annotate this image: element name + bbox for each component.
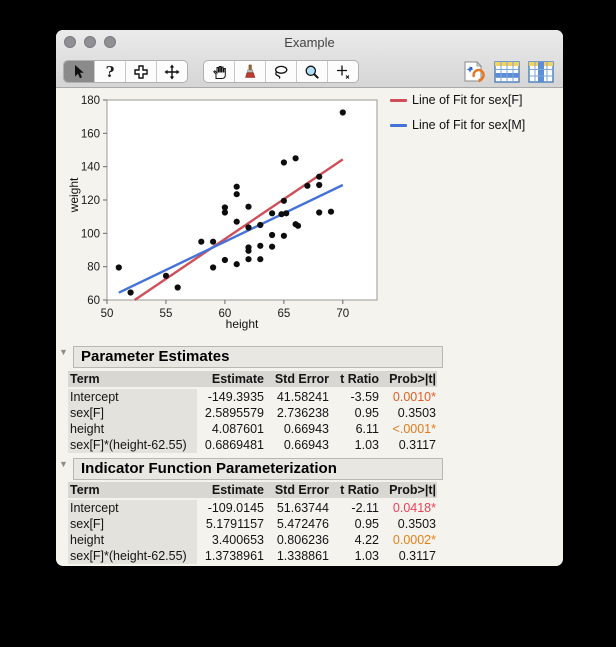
svg-text:100: 100 (80, 228, 100, 241)
svg-text:50: 50 (100, 308, 114, 320)
hand-icon (211, 64, 227, 80)
parameter-estimates-table (68, 371, 437, 453)
std-error-cell: 41.58241 (276, 390, 329, 404)
estimate-cell: -149.3935 (207, 390, 264, 404)
chart-legend (390, 92, 525, 142)
std-error-cell: 0.66943 (283, 422, 329, 436)
legend-label: Line of Fit for sex[M] (412, 118, 526, 132)
scatter-plot[interactable] (64, 88, 416, 334)
term-cell: sex[F]*(height-62.55) (68, 548, 197, 564)
table-row-state-button[interactable] (494, 61, 520, 83)
term-cell: Intercept (68, 500, 197, 516)
legend-item-sexF (390, 92, 525, 108)
col-header-std-error: Std Error (274, 372, 329, 386)
col-header-t-ratio: t Ratio (340, 483, 379, 497)
std-error-cell: 0.806236 (276, 533, 329, 547)
grabber-tool-button[interactable] (204, 61, 235, 82)
table-row (68, 389, 437, 405)
estimate-cell: 2.5895579 (204, 406, 264, 420)
brush-select-tool-button[interactable] (126, 61, 157, 82)
estimate-cell: 4.087601 (211, 422, 264, 436)
std-error-cell: 51.63744 (276, 501, 329, 515)
estimate-cell: 3.400653 (211, 533, 264, 547)
term-cell: sex[F] (68, 516, 197, 532)
col-header-term: Term (70, 372, 100, 386)
crosshair-tool-button[interactable] (328, 61, 358, 82)
question-mark-icon: ? (105, 62, 115, 81)
table-row (68, 532, 437, 548)
arrow-tool-button[interactable] (64, 61, 95, 82)
magnifier-icon (304, 64, 320, 80)
prob-cell: 0.3503 (397, 517, 436, 531)
svg-text:160: 160 (80, 128, 100, 141)
legend-item-sexM (390, 117, 525, 133)
move-arrows-icon (164, 64, 180, 80)
table-column-state-button[interactable] (528, 61, 554, 83)
lasso-tool-button[interactable] (266, 61, 297, 82)
window-chrome (56, 30, 563, 88)
cursor-tool-group (63, 60, 188, 83)
lasso-icon (273, 64, 289, 80)
brush-tool-button[interactable] (235, 61, 266, 82)
svg-text:180: 180 (80, 95, 100, 107)
svg-text:120: 120 (80, 195, 100, 207)
svg-text:70: 70 (336, 308, 350, 320)
term-cell: Intercept (68, 389, 197, 405)
t-ratio-cell: -3.59 (350, 390, 379, 404)
t-ratio-cell: 6.11 (355, 422, 379, 436)
window-title: Example (284, 35, 335, 50)
t-ratio-cell: 0.95 (354, 406, 379, 420)
t-ratio-cell: 1.03 (354, 438, 379, 452)
table-row (68, 548, 437, 564)
table-header-row (68, 371, 437, 389)
paintbrush-icon (242, 64, 258, 80)
prob-cell: 0.0418* (392, 501, 436, 515)
arrow-cursor-icon (71, 64, 87, 80)
legend-label: Line of Fit for sex[F] (412, 93, 523, 107)
svg-text:65: 65 (277, 308, 291, 320)
prob-cell: 0.0002* (392, 533, 436, 547)
table-row (68, 405, 437, 421)
t-ratio-cell: -2.11 (351, 501, 379, 515)
col-header-std-error: Std Error (274, 483, 329, 497)
col-header-t-ratio: t Ratio (340, 372, 379, 386)
svg-text:80: 80 (87, 261, 100, 274)
table-row (68, 500, 437, 516)
table-row (68, 437, 437, 453)
svg-text:60: 60 (87, 295, 100, 307)
col-header-prob: Prob>|t| (389, 483, 436, 497)
table-rows-icon (494, 61, 520, 83)
toolbar-right-icons (462, 61, 554, 83)
prob-cell: 0.3503 (397, 406, 436, 420)
magnifier-tool-button[interactable] (297, 61, 328, 82)
graphic-tool-group (203, 60, 359, 83)
table-column-icon (528, 61, 554, 83)
section-title-indicator-function[interactable]: Indicator Function Parameterization (73, 458, 443, 480)
disclosure-triangle-indicator-function[interactable]: ▼ (59, 459, 68, 469)
term-cell: sex[F] (68, 405, 197, 421)
x-axis-label: height (225, 317, 259, 331)
col-header-prob: Prob>|t| (389, 372, 436, 386)
toolbar (63, 59, 554, 84)
std-error-cell: 2.736238 (276, 406, 329, 420)
prob-cell: <.0001* (392, 422, 436, 436)
move-tool-button[interactable] (157, 61, 187, 82)
estimate-cell: 1.3738961 (204, 549, 264, 563)
svg-text:55: 55 (159, 308, 173, 320)
prob-cell: 0.3117 (398, 549, 436, 563)
col-header-term: Term (70, 483, 100, 497)
disclosure-triangle-parameter-estimates[interactable]: ▼ (59, 347, 68, 357)
fat-cross-icon (133, 64, 149, 80)
table-row (68, 421, 437, 437)
term-cell: height (68, 532, 197, 548)
estimate-cell: 5.1791157 (205, 517, 264, 531)
jmp-report-window (56, 30, 563, 566)
estimate-cell: 0.6869481 (204, 438, 264, 452)
prob-cell: 0.0010* (392, 390, 436, 404)
table-row (68, 516, 437, 532)
col-header-estimate: Estimate (211, 483, 264, 497)
help-tool-button[interactable] (95, 61, 126, 82)
term-cell: sex[F]*(height-62.55) (68, 437, 197, 453)
crosshair-icon (335, 64, 351, 80)
t-ratio-cell: 4.22 (354, 533, 379, 547)
prob-cell: 0.3117 (398, 438, 436, 452)
std-error-cell: 5.472476 (276, 517, 329, 531)
red-line-swatch (390, 99, 407, 102)
term-cell: height (68, 421, 197, 437)
save-script-button[interactable] (462, 61, 486, 83)
estimate-cell: -109.0145 (207, 501, 264, 515)
std-error-cell: 1.338861 (276, 549, 329, 563)
col-header-estimate: Estimate (211, 372, 264, 386)
t-ratio-cell: 0.95 (354, 517, 379, 531)
std-error-cell: 0.66943 (283, 438, 329, 452)
table-header-row (68, 482, 437, 500)
t-ratio-cell: 1.03 (354, 549, 379, 563)
svg-text:140: 140 (80, 161, 100, 174)
y-axis-label: weight (67, 177, 81, 213)
svg-text:60: 60 (218, 308, 232, 320)
section-title-parameter-estimates[interactable]: Parameter Estimates (73, 346, 443, 368)
script-page-icon (462, 61, 486, 83)
blue-line-swatch (390, 124, 407, 127)
indicator-function-table (68, 482, 437, 564)
